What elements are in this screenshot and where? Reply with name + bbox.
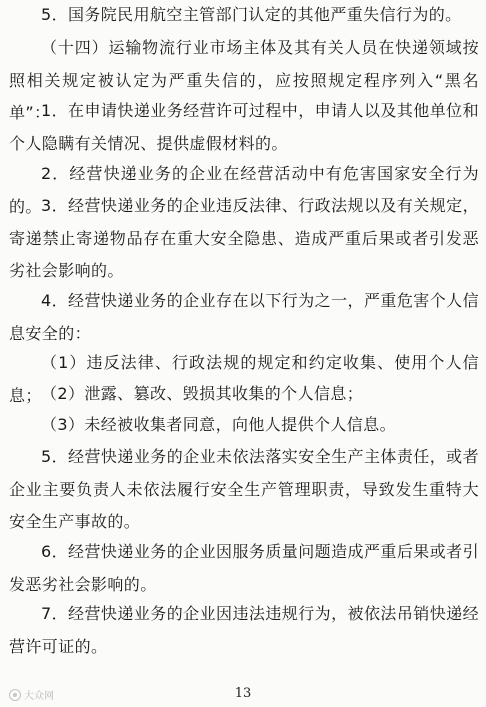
page-number: 13: [234, 686, 252, 701]
paragraph: （1）违反法律、行政法规的规定和约定收集、使用个人信息；: [9, 353, 479, 405]
paragraph: 2．经营快递业务的企业在经营活动中有危害国家安全行为的。: [9, 164, 479, 216]
paragraph: 6．经营快递业务的企业因服务质量问题造成严重后果或者引发恶劣社会影响的。: [9, 542, 479, 594]
paragraph: 7．经营快递业务的企业因违法违规行为，被依法吊销快递经营许可证的。: [9, 604, 479, 656]
paragraph: 4．经营快递业务的企业存在以下行为之一，严重危害个人信息安全的：: [9, 291, 479, 343]
paragraph: （3）未经被收集者同意，向他人提供个人信息。: [41, 415, 396, 434]
paragraph: 5．经营快递业务的企业未依法落实安全生产主体责任，或者企业主要负责人未依法履行安全生产管理职责，导致发生重特大安全生产事故的。: [9, 447, 479, 532]
paragraph: （2）泄露、篡改、毁损其收集的个人信息；: [41, 384, 364, 403]
watermark-text: 大众网: [24, 691, 54, 702]
paragraph: 3．经营快递业务的企业违反法律、行政法规以及有关规定，寄递禁止寄递物品存在重大安全隐患、造成严重后果或者引发恶劣社会影响的。: [9, 196, 479, 281]
paragraph: （十四）运输物流行业市场主体及其有关人员在快递领域按照相关规定被认定为严重失信的，应按照规定程序列入“黑名单”：: [9, 38, 479, 123]
paragraph: 1．在申请快递业务经营许可过程中，申请人以及其他单位和个人隐瞒有关情况、提供虚假材料的。: [9, 101, 479, 153]
paragraph: 5．国务院民用航空主管部门认定的其他严重失信行为的。: [41, 5, 462, 24]
